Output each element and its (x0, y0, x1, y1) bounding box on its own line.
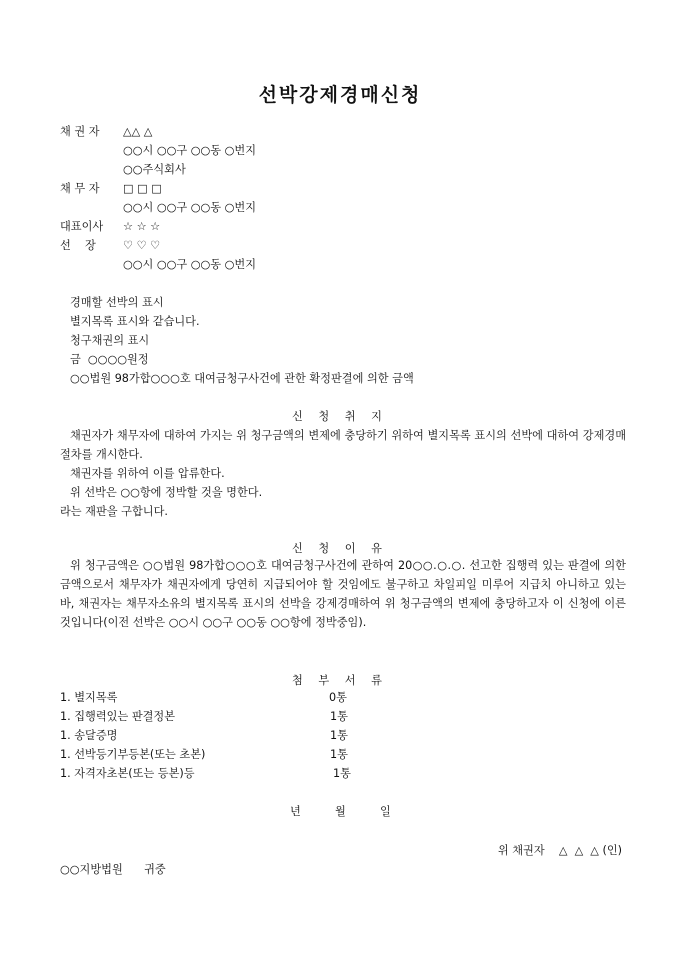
purpose-paragraph: 위 선박은 ○○항에 정박할 것을 명한다. (70, 486, 263, 499)
party-label: 채 무 자 (60, 182, 100, 195)
party-value: ☆ ☆ ☆ (123, 220, 161, 233)
attachments-heading: 첨 부 서 류 (292, 674, 388, 687)
party-value: ○○시 ○○구 ○○동 ○번지 (123, 258, 257, 271)
ship-heading: 경매할 선박의 표시 (70, 296, 164, 309)
party-value: △△ △ (123, 125, 153, 138)
purpose-paragraph: 채권자가 채무자에 대하여 가지는 위 청구금액의 변제에 충당하기 위하여 별지목록 표시의 선박에 대하여 강제경매절차를 개시한다. (60, 429, 626, 461)
date-month: 월 (335, 805, 346, 818)
attachment-count: 0통 (329, 691, 347, 704)
document-title: 선박강제경매신청 (258, 84, 422, 106)
reason-paragraph: 위 청구금액은 ○○법원 98가합○○○호 대여금청구사건에 관하여 20○○.○.○. 선고한 집행력 있는 판결에 의한 금액으로서 채무자가 채권자에게 당연히 지급되어야 할 것임에도 불구하고 차일피일 미루어 지급치 아니하고 있는 바, 채권자는 채무자소유의 별지목록 표시의 선박을 강제경매하여 위 청구금액의 변제에 충당하고자 이 신청에 이른 것입니다(이전 선박은 ○○시 ○○구 ○○동 ○○항에 정박중임). (60, 559, 626, 629)
attachment-count: 1통 (333, 767, 351, 780)
purpose-paragraph: 채권자를 위하여 이를 압류한다. (70, 467, 225, 480)
party-value: ♡ ♡ ♡ (123, 239, 161, 252)
attachment-name: 1. 별지목록 (60, 691, 118, 704)
party-value: ○○시 ○○구 ○○동 ○번지 (123, 201, 257, 214)
date-day: 일 (380, 805, 391, 818)
date-year: 년 (290, 805, 301, 818)
attachment-count: 1통 (330, 748, 348, 761)
attachment-name: 1. 송달증명 (60, 729, 118, 742)
applicant-signature: 위 채권자 △ △ △ (인) (497, 844, 622, 857)
attachment-name: 1. 선박등기부등본(또는 초본) (60, 748, 206, 761)
purpose-paragraph: 라는 재판을 구합니다. (60, 505, 168, 518)
claim-heading: 청구채권의 표시 (70, 334, 150, 347)
reason-heading: 신 청 이 유 (292, 542, 388, 555)
attachment-name: 1. 집행력있는 판결정본 (60, 710, 176, 723)
party-value: □ □ □ (123, 182, 162, 195)
party-label: 채 권 자 (60, 125, 100, 138)
attachment-count: 1통 (330, 710, 348, 723)
claim-basis: ○○법원 98가합○○○호 대여금청구사건에 관한 확정판결에 의한 금액 (70, 372, 414, 385)
purpose-heading: 신 청 취 지 (292, 410, 388, 423)
party-value: ○○주식회사 (123, 163, 186, 176)
reason-body (60, 556, 626, 632)
attachment-count: 1통 (330, 729, 348, 742)
party-value: ○○시 ○○구 ○○동 ○번지 (123, 144, 257, 157)
court-addressee: ○○지방법원 귀중 (60, 863, 166, 876)
claim-amount: 금 ○○○○원정 (70, 353, 149, 366)
purpose-body (60, 426, 626, 521)
party-label: 선 장 (60, 239, 96, 252)
ship-description: 별지목록 표시와 같습니다. (70, 315, 200, 328)
party-label: 대표이사 (60, 220, 104, 233)
attachment-name: 1. 자격자초본(또는 등본)등 (60, 767, 195, 780)
